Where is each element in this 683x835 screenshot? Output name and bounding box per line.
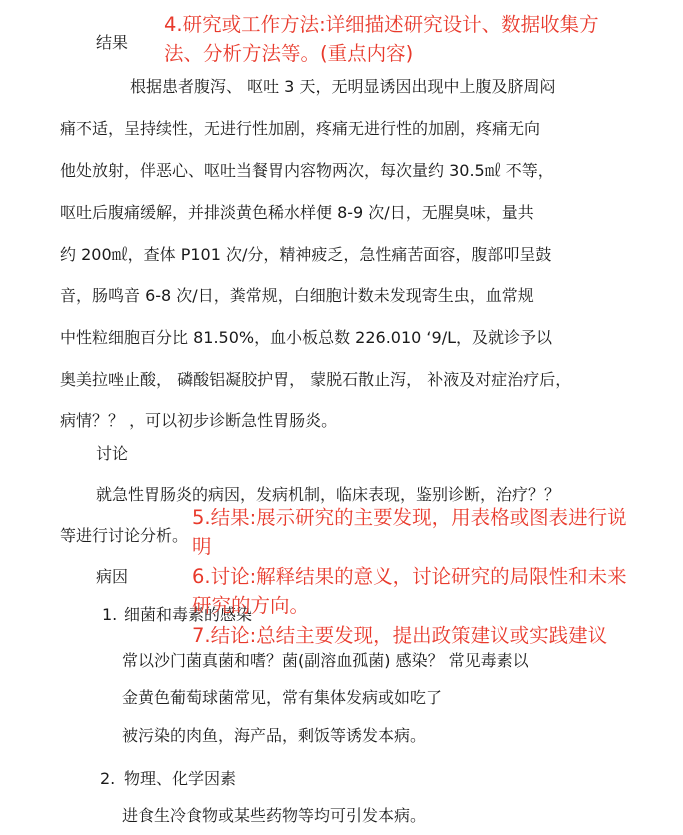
etiology-heading: 病因 bbox=[96, 567, 129, 586]
results-heading: 结果 bbox=[96, 33, 129, 52]
results-line-3: 他处放射，伴恶心、呕吐当餐胃内容物两次，每次量约 30.5㎖ 不等， bbox=[60, 161, 554, 180]
discussion-line-2: 等进行讨论分析。 bbox=[60, 526, 189, 545]
results-line-5: 约 200㎖，查体 P101 次/分，精神疲乏，急性痛苦面容，腹部叩呈鼓 bbox=[60, 245, 552, 264]
annotation-6-line-1: 6.讨论:解释结果的意义，讨论研究的局限性和未来 bbox=[192, 565, 627, 588]
annotation-5-line-2: 明 bbox=[192, 535, 212, 558]
discussion-heading: 讨论 bbox=[96, 444, 129, 463]
results-line-6: 音，肠鸣音 6-8 次/日，粪常规，白细胞计数未发现寄生虫，血常规 bbox=[60, 286, 534, 305]
etiology-item-1-line-1: 常以沙门菌真菌和嗜？菌(副溶血孤菌) 感染？ 常见毒素以 bbox=[122, 651, 529, 670]
annotation-4-line-1: 4.研究或工作方法:详细描述研究设计、数据收集方 bbox=[164, 13, 599, 36]
etiology-item-2-line-1: 进食生冷食物或某些药物等均可引发本病。 bbox=[122, 806, 427, 825]
results-line-8: 奥美拉唑止酸， 磷酸铝凝胶护胃， 蒙脱石散止泻， 补液及对症治疗后， bbox=[60, 370, 572, 389]
annotation-7-line-1: 7.结论:总结主要发现，提出政策建议或实践建议 bbox=[192, 624, 608, 647]
etiology-item-1-line-3: 被污染的肉鱼，海产品，剩饭等诱发本病。 bbox=[122, 726, 427, 745]
results-line-7: 中性粒细胞百分比 81.50%，血小板总数 226.010 ‘9/L，及就诊予以 bbox=[60, 328, 553, 347]
etiology-item-2-title: 物理、化学因素 bbox=[124, 769, 237, 788]
results-line-4: 呕吐后腹痛缓解，并排淡黄色稀水样便 8-9 次/日，无腥臭味，量共 bbox=[60, 203, 534, 222]
etiology-item-2-number: 2. bbox=[100, 769, 116, 788]
results-line-2: 痛不适，呈持续性，无进行性加剧，疼痛无进行性的加剧，疼痛无向 bbox=[60, 119, 541, 138]
annotation-6-line-2: 研究的方向。 bbox=[192, 594, 310, 617]
discussion-line-1: 就急性胃肠炎的病因，发病机制，临床表现，鉴别诊断，治疗？？ bbox=[96, 485, 561, 504]
results-line-9: 病情？？ ，可以初步诊断急性胃肠炎。 bbox=[60, 411, 338, 430]
etiology-item-1-number: 1. bbox=[102, 605, 118, 624]
annotation-4-line-2: 法、分析方法等。(重点内容) bbox=[164, 42, 414, 65]
results-line-1: 根据患者腹泻、 呕吐 3 天，无明显诱因出现中上腹及脐周闷 bbox=[130, 77, 556, 96]
etiology-item-1-title: 细菌和毒素的感染 bbox=[124, 605, 253, 624]
etiology-item-1-line-2: 金黄色葡萄球菌常见，常有集体发病或如吃了 bbox=[122, 688, 443, 707]
annotation-5-line-1: 5.结果:展示研究的主要发现，用表格或图表进行说 bbox=[192, 506, 627, 529]
